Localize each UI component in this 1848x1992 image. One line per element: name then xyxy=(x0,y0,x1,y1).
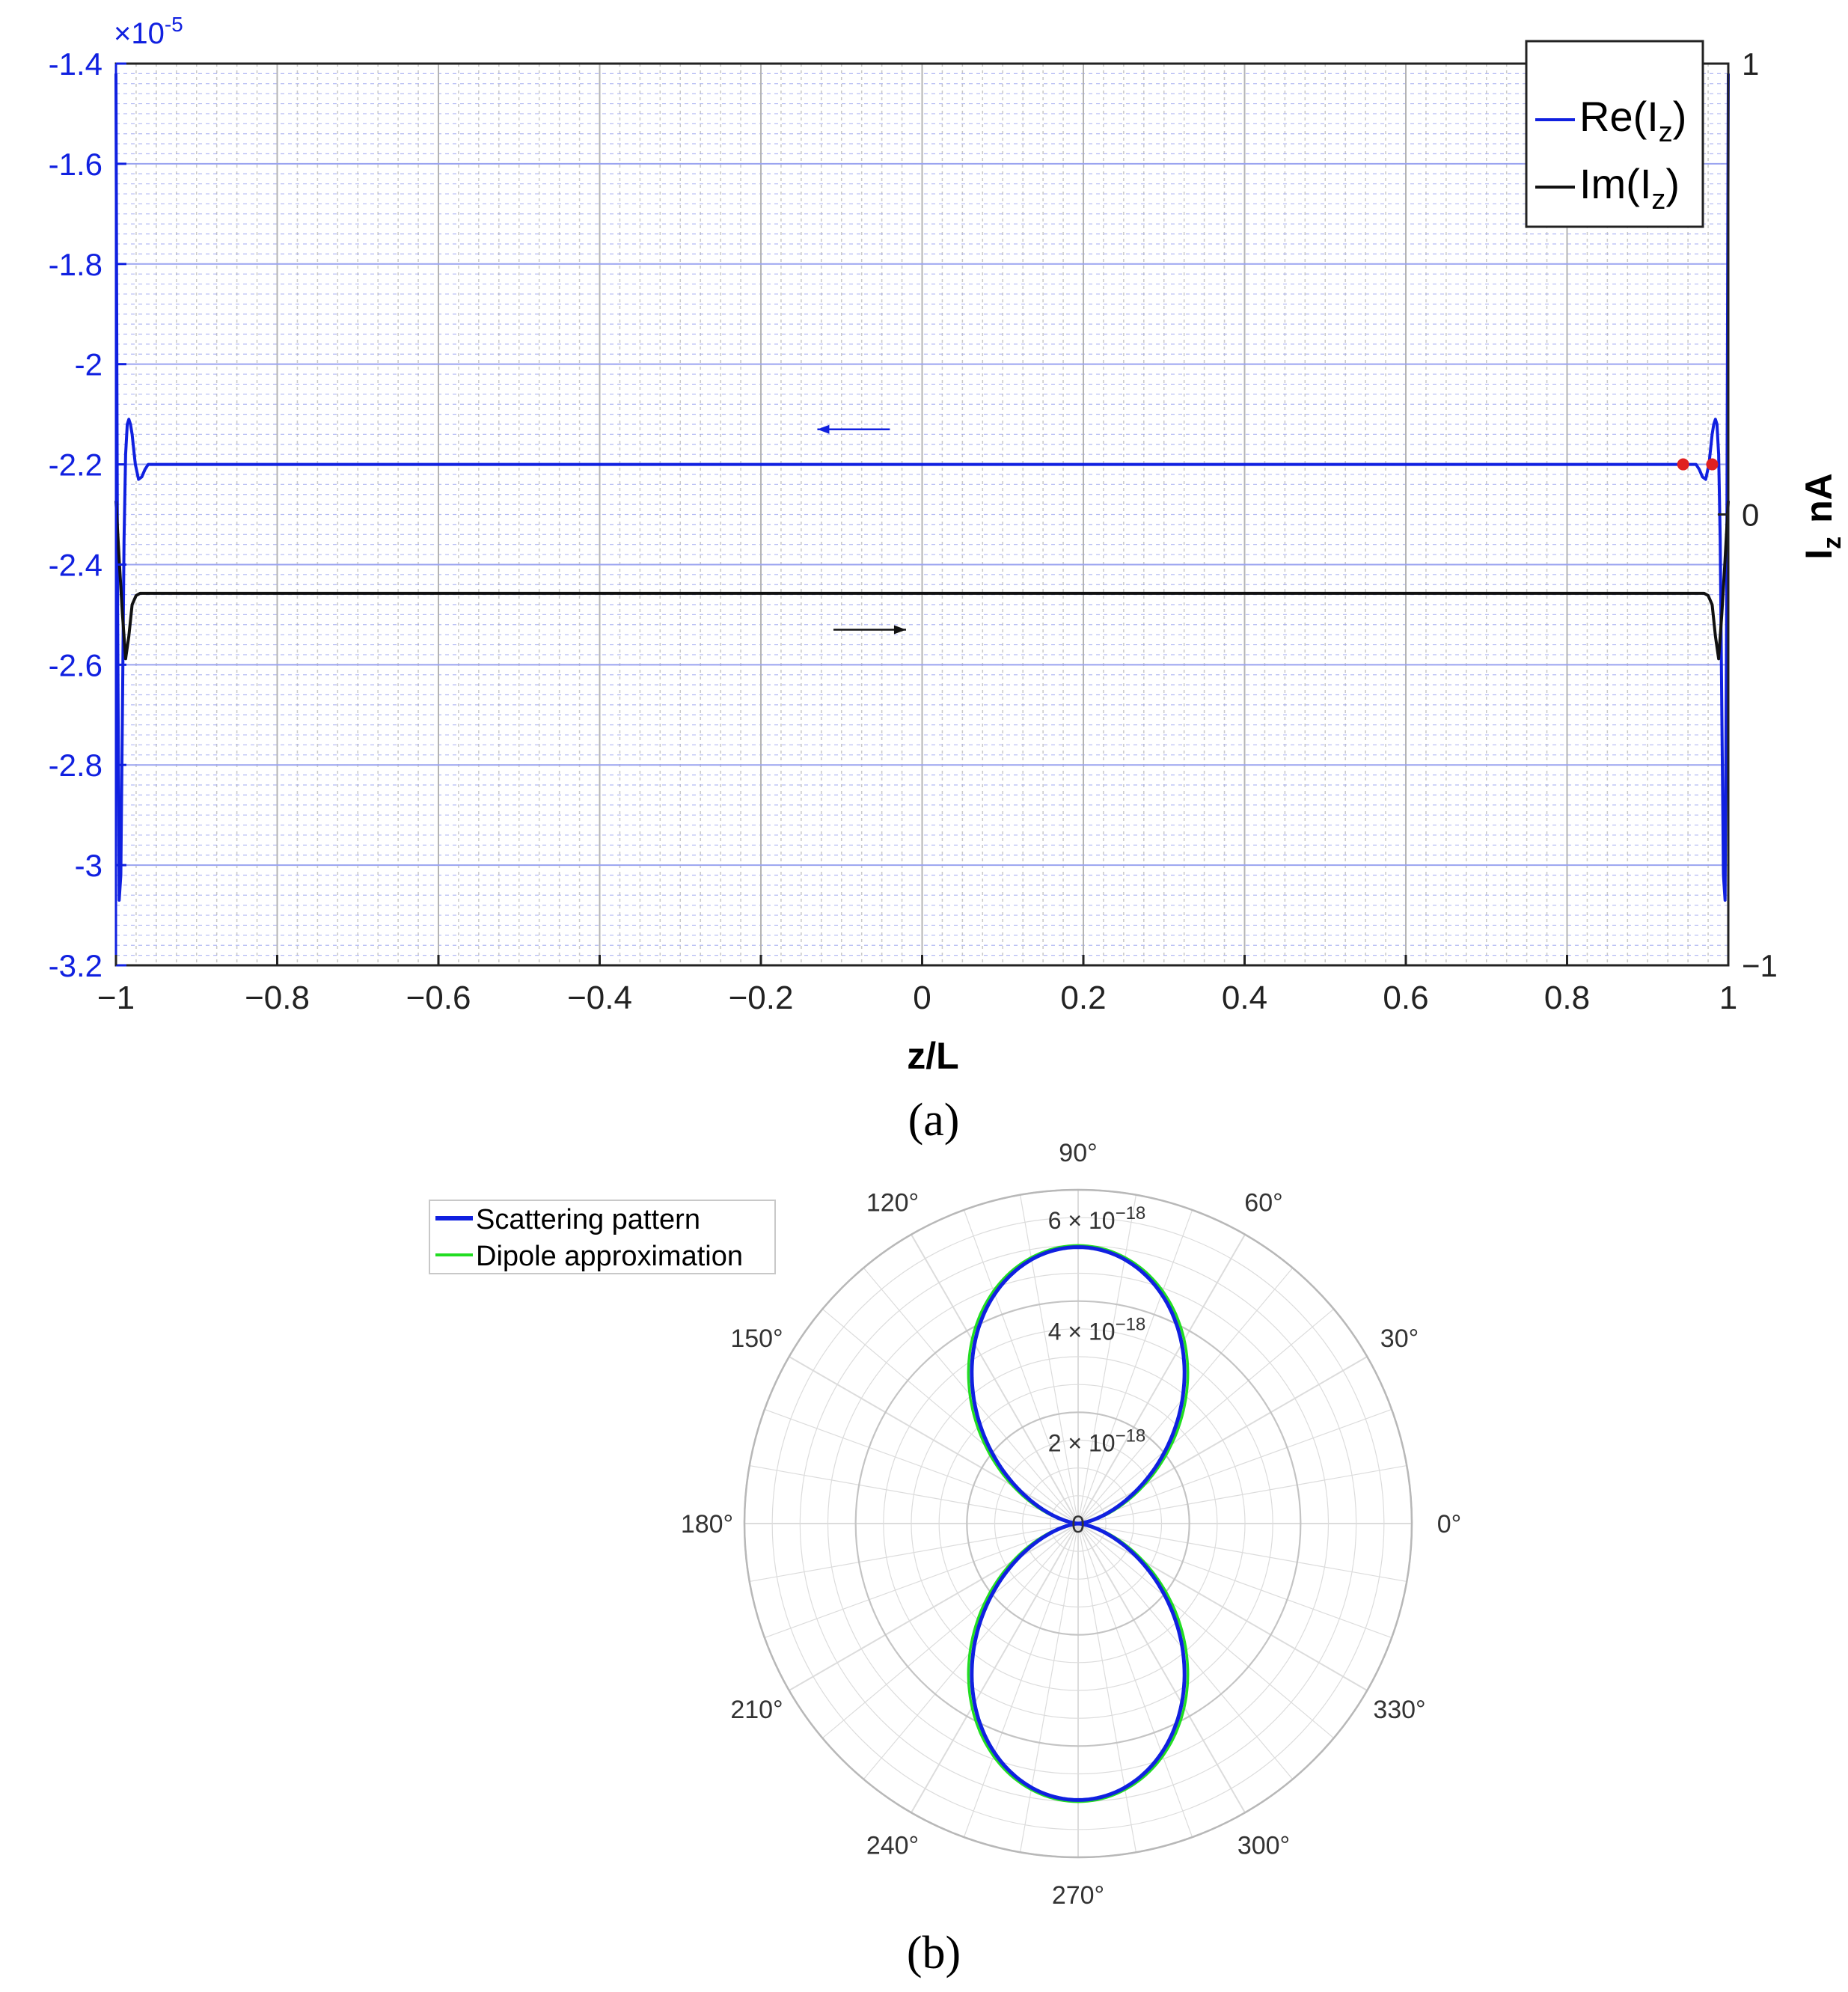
x-axis-label: z/L xyxy=(907,1035,959,1077)
red-marker xyxy=(1706,459,1718,471)
legend-dipole-label: Dipole approximation xyxy=(476,1241,743,1272)
left-tick-label: -3 xyxy=(74,848,103,884)
angle-label: 210° xyxy=(730,1696,783,1724)
angle-label: 60° xyxy=(1244,1188,1283,1217)
angle-label: 270° xyxy=(1051,1881,1105,1910)
x-tick-label: 0.2 xyxy=(1060,980,1107,1016)
left-tick-label: -2.4 xyxy=(48,547,103,583)
angle-label: 150° xyxy=(730,1325,783,1353)
left-axis-exponent: $\times 10^{-5}$ xyxy=(114,13,183,50)
angle-label: 0° xyxy=(1437,1510,1462,1539)
x-tick-label: 0.4 xyxy=(1221,980,1268,1016)
x-tick-label: −1 xyxy=(97,980,135,1016)
left-tick-label: -3.2 xyxy=(48,948,103,983)
left-tick-label: -1.6 xyxy=(48,146,103,182)
right-tick-label: 0 xyxy=(1742,497,1760,533)
x-tick-label: 0.8 xyxy=(1543,980,1591,1016)
right-axis-symbol: I xyxy=(1798,549,1840,560)
left-tick-label: -2.8 xyxy=(48,748,103,783)
radial-tick-label: $2 \times 10^{-18}$ xyxy=(1047,1426,1146,1457)
left-tick-label: -2.2 xyxy=(48,447,103,483)
angle-label: 180° xyxy=(680,1510,734,1539)
panel-a-legend xyxy=(1526,41,1703,227)
angle-label: 90° xyxy=(1059,1139,1098,1167)
legend-im-label: $Im(I_z)$ xyxy=(1579,160,1680,216)
radial-tick-label: $6 \times 10^{-18}$ xyxy=(1047,1203,1146,1234)
x-tick-label: −0.2 xyxy=(728,980,794,1016)
legend-re-label: $Re(I_z)$ xyxy=(1579,93,1687,148)
x-tick-label: 0.6 xyxy=(1383,980,1429,1016)
x-tick-label: −0.6 xyxy=(406,980,471,1016)
angle-label: 240° xyxy=(866,1831,920,1860)
left-tick-label: -1.8 xyxy=(48,246,103,282)
angle-label: 30° xyxy=(1380,1325,1419,1353)
panel-b-label: (b) xyxy=(906,1928,961,1979)
radial-tick-label: $4 \times 10^{-18}$ xyxy=(1047,1314,1146,1345)
angle-label: 330° xyxy=(1373,1696,1426,1724)
red-marker xyxy=(1677,459,1689,471)
angle-label: 120° xyxy=(866,1188,920,1217)
radial-zero-label: 0 xyxy=(1071,1511,1085,1538)
left-tick-label: -1.4 xyxy=(48,46,103,82)
legend-scattering-label: Scattering pattern xyxy=(476,1204,700,1235)
right-axis-subscript: z xyxy=(1818,536,1847,549)
left-tick-label: -2.6 xyxy=(48,647,103,683)
x-tick-label: −0.8 xyxy=(245,980,310,1016)
right-tick-label: 1 xyxy=(1742,46,1760,82)
x-tick-label: 1 xyxy=(1719,980,1738,1016)
left-tick-label: -2 xyxy=(74,346,103,382)
x-tick-label: 0 xyxy=(913,980,931,1016)
panel-b-legend xyxy=(429,1200,775,1274)
right-tick-label: −1 xyxy=(1742,948,1778,983)
right-axis-unit: nA xyxy=(1798,473,1840,523)
x-tick-label: −0.4 xyxy=(567,980,632,1016)
angle-label: 300° xyxy=(1237,1831,1291,1860)
panel-a-label: (a) xyxy=(908,1095,960,1146)
